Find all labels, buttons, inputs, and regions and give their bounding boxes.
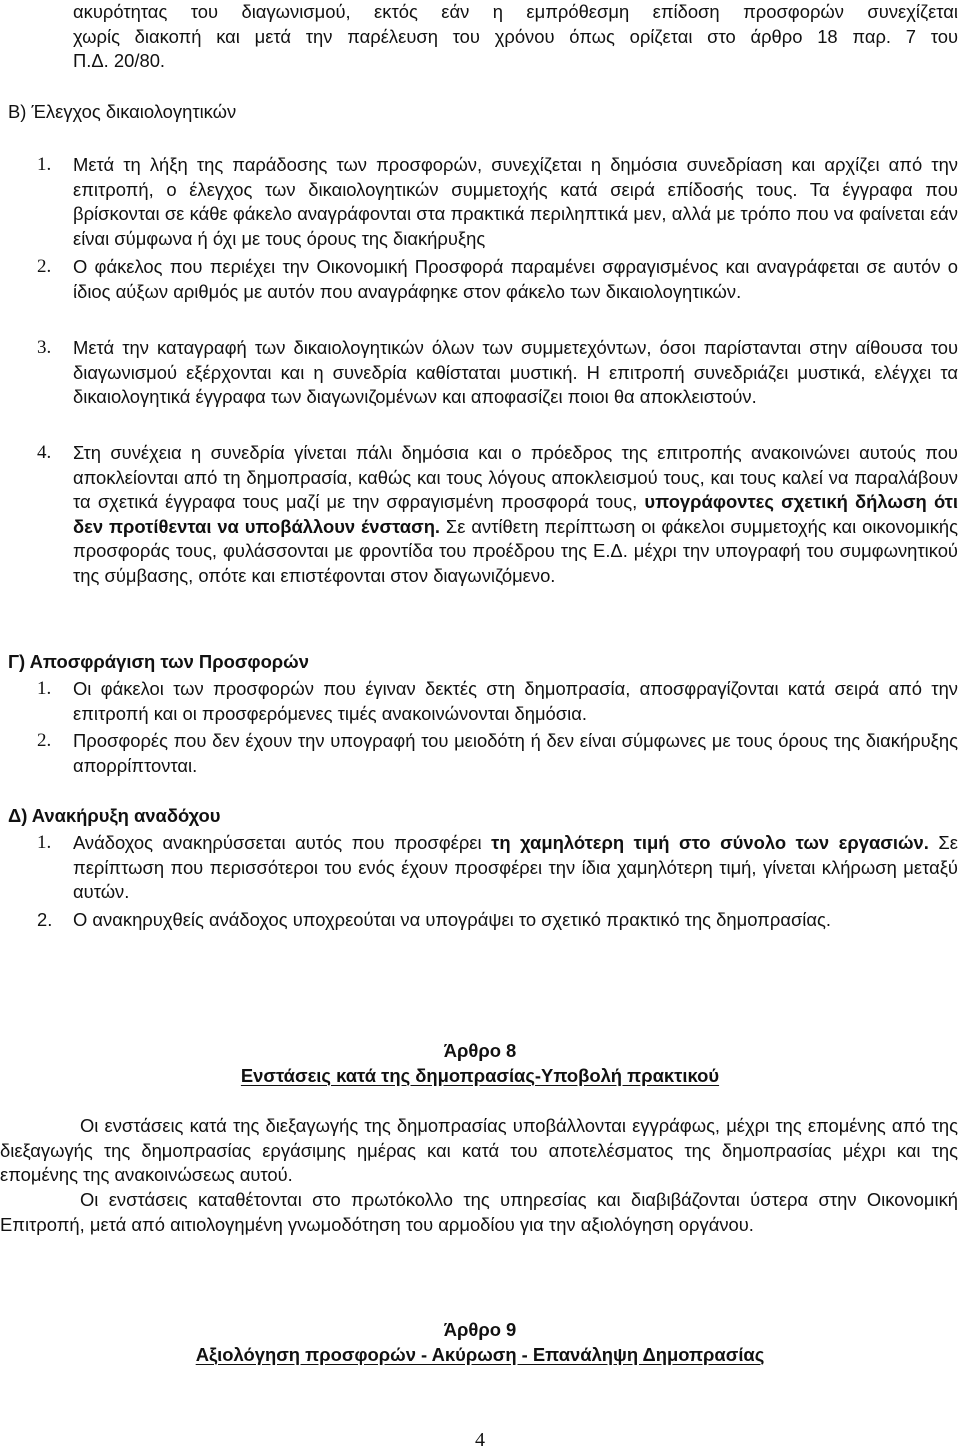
list-number: 1.	[37, 678, 52, 699]
list-item-text	[73, 441, 958, 589]
list-item-text: Προσφορές που δεν έχουν την υπογραφή του μειοδότη ή δεν είναι σύμφωνες με τους όρους της διακήρυξης απορρίπτονται.	[73, 730, 958, 776]
intro-line: Π.Δ. 20/80.	[73, 50, 166, 72]
bold-text-run: τη χαμηλότερη τιμή στο σύνολο των εργασιών.	[491, 832, 929, 853]
article-9-title	[0, 1343, 960, 1368]
list-item-text: Ο ανακηρυχθείς ανάδοχος υποχρεούται να υπογράψει το σχετικό πρακτικό της δημοπρασίας.	[73, 909, 831, 930]
list-item-text: Μετά την καταγραφή των δικαιολογητικών όλων των συμμετεχόντων, όσοι παρίστανται στην αίθουσα του διαγωνισμού εξέρχονται και η συνεδρία καθίσταται μυστική. Η επιτροπή συνεδριάζει μυστικά, ελέγχει τα δικαιολογητικά έγγραφα των διαγωνιζομένων και αποφασίζει ποιοι θα αποκλειστούν.	[73, 337, 958, 408]
section-b-title: Β) Έλεγχος δικαιολογητικών	[8, 101, 237, 122]
list-item-text: Ο φάκελος που περιέχει την Οικονομική Προσφορά παραμένει σφραγισμένος και αναγράφεται σε αυτόν ο ίδιος αύξων αριθμός με αυτόν που αναγράφηκε στον φάκελο των δικαιολογητικών.	[73, 256, 958, 302]
intro-paragraph	[73, 0, 958, 74]
page-number: 4	[475, 1429, 485, 1451]
list-number: 2.	[37, 730, 52, 751]
intro-line: ακυρότητας του διαγωνισμού, εκτός εάν η εμπρόθεσμη επίδοση προσφορών συνεχίζεται	[73, 1, 958, 22]
list-number: 2.	[37, 909, 53, 930]
list-item-text: Μετά τη λήξη της παράδοσης των προσφορών, συνεχίζεται η δημόσια συνεδρίαση και αρχίζει από την επιτροπή, ο έλεγχος των δικαιολογητικών συμμετοχής κατά σειρά επίδοσής τους. Τα έγγραφα που βρίσκονται σε κάθε φάκελο αναγράφονται στα πρακτικά περιληπτικά μεν, αλλά με τρόπο που να φαίνεται εάν είναι σύμφωνα ή όχι με τους όρους της διακήρυξης	[73, 154, 958, 249]
article-8-title	[0, 1064, 960, 1089]
article-9-label: Άρθρο 9	[443, 1319, 517, 1340]
article-9-title-text: Αξιολόγηση προσφορών - Ακύρωση - Επανάληψη Δημοπρασίας	[195, 1344, 765, 1365]
list-number: 4.	[37, 442, 52, 463]
section-c-title: Γ) Αποσφράγιση των Προσφορών	[8, 651, 309, 672]
list-number: 1.	[37, 832, 52, 853]
text-run: Σε αντίθετη περίπτωση οι φάκελοι συμμετοχής και οικονομικής προσφοράς τους, φυλάσσονται με φροντίδα του προέδρου της Ε.Δ. μέχρι την υπογραφή του συμφωνητικού της σύμβασης, οπότε και επιστέφονται στον διαγωνιζόμενο.	[73, 515, 958, 586]
text-run: Στη συνέχεια η συνεδρία γίνεται πάλι δημόσια και ο πρόεδρος της επιτροπής ανακοινώνει αυτούς που αποκλείονται από τη δημοπρασία, καθώς και τους λόγους αποκλεισμού τους, και τους καλεί να παραλάβουν τα σχετικά έγγραφα τους μαζί με την σφραγισμένη προσφορά τους,	[73, 442, 958, 513]
bold-text-run: υπογράφοντες σχετική δήλωση ότι δεν προτίθενται να υποβάλλουν ένσταση.	[73, 491, 958, 537]
article-8-title-text: Ενστάσεις κατά της δημοπρασίας-Υποβολή πρακτικού	[240, 1065, 720, 1086]
article-8-paragraph-2: Οι ενστάσεις καταθέτονται στο πρωτόκολλο της υπηρεσίας και διαβιβάζονται ύστερα στην Οικονομική Επιτροπή, μετά από αιτιολογημένη γνωμοδότηση του αρμοδίου για την αξιολόγηση οργάνου.	[0, 1189, 958, 1235]
section-d-title: Δ) Ανακήρυξη αναδόχου	[8, 805, 221, 826]
text-run: Σε περίπτωση που περισσότεροι του ενός έχουν προσφέρει την ίδια χαμηλότερη τιμή, γίνεται κλήρωση μεταξύ αυτών.	[73, 832, 958, 903]
intro-line: χωρίς διακοπή και μετά την παρέλευση του χρόνου όπως ορίζεται στο άρθρο 18 παρ. 7 του	[73, 25, 958, 47]
article-8-paragraph-1: Οι ενστάσεις κατά της διεξαγωγής της δημοπρασίας υποβάλλονται εγγράφως, μέχρι της επομένης από της διεξαγωγής της δημοπρασίας εργάσιμης ημέρας και κατά του αποτελέσματος της δημοπρασίας μέχρι και της επομένης της ανακοινώσεως αυτού.	[0, 1115, 958, 1186]
text-run: Ανάδοχος ανακηρύσσεται αυτός που προσφέρει	[73, 832, 492, 853]
article-8-label: Άρθρο 8	[443, 1040, 517, 1061]
list-number: 2.	[37, 256, 52, 277]
list-number: 3.	[37, 337, 52, 358]
list-number: 1.	[37, 154, 52, 175]
list-item-text: Οι φάκελοι των προσφορών που έγιναν δεκτές στη δημοπρασία, αποσφραγίζονται κατά σειρά από την επιτροπή και οι προσφερόμενες τιμές ανακοινώνονται δημόσια.	[73, 678, 958, 724]
list-item-text	[73, 831, 958, 905]
